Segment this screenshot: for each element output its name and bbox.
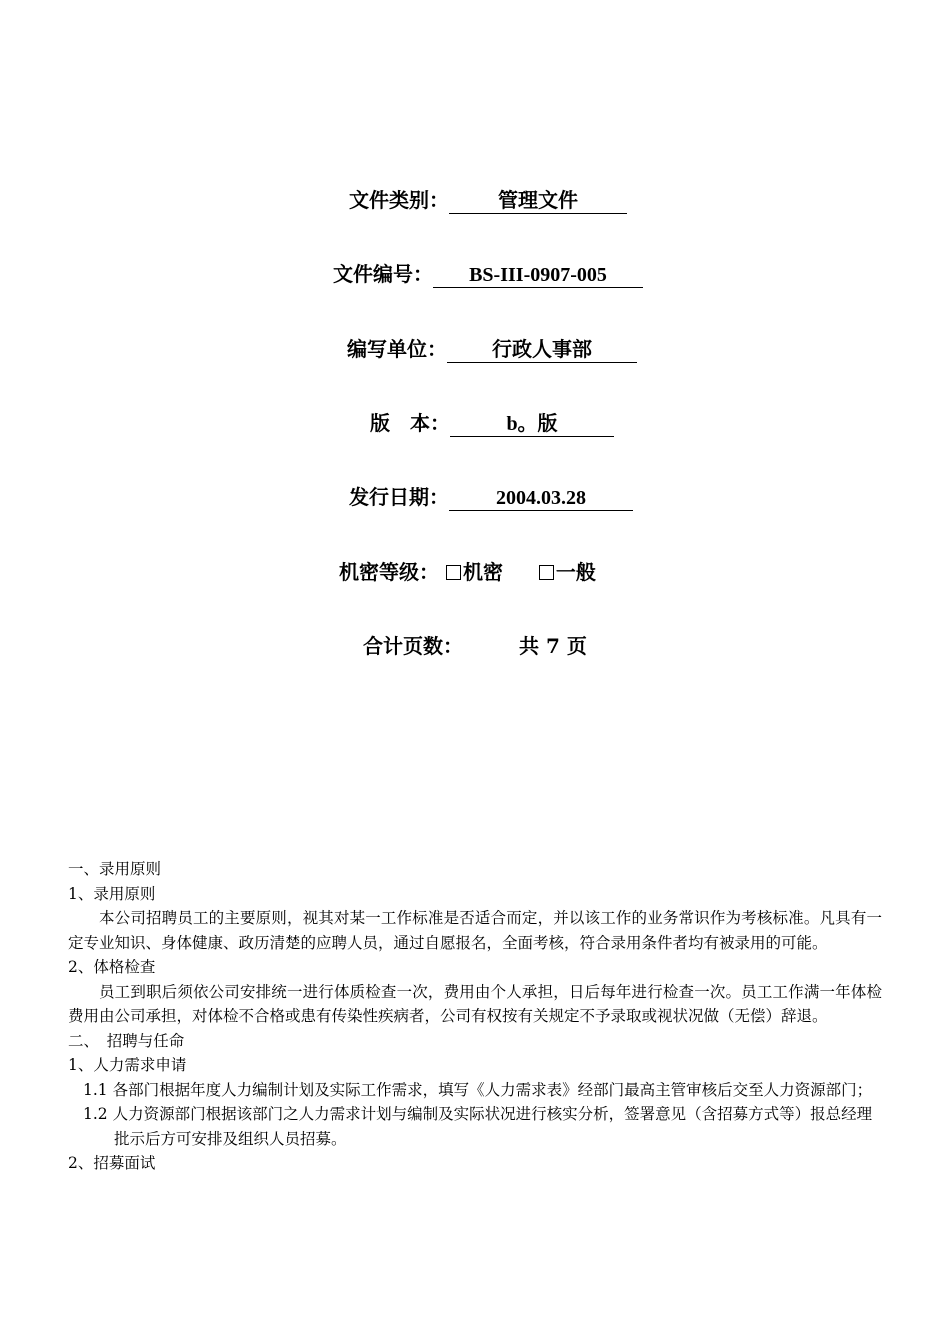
secrecy-option-general: 一般 — [555, 560, 596, 584]
field-date-value: 2004.03.28 — [449, 486, 633, 511]
field-version-value: b。版 — [450, 412, 614, 437]
section-2-1-1: 1.1 各部门根据年度人力编制计划及实际工作需求，填写《人力需求表》经部门最高主管审核后交至人力资源部门； — [83, 1080, 873, 1099]
field-secrecy-label: 机密等级： — [339, 560, 439, 584]
field-version-label: 版 本： — [370, 411, 450, 435]
field-secrecy — [339, 556, 596, 588]
field-pages-label: 合计页数： — [363, 634, 463, 658]
field-number — [333, 258, 643, 290]
checkbox-general[interactable] — [539, 565, 554, 580]
field-unit-value: 行政人事部 — [447, 338, 637, 363]
field-category-value: 管理文件 — [449, 189, 627, 214]
field-unit-label: 编写单位： — [347, 337, 447, 361]
section-1-2-title: 2、体格检查 — [68, 958, 156, 976]
checkbox-confidential[interactable] — [446, 565, 461, 580]
field-version — [370, 407, 614, 439]
field-number-value: BS-III-0907-005 — [433, 263, 643, 288]
section-2-1-2: 1.2 人力资源部门根据该部门之人力需求计划与编制及实际状况进行核实分析，签署意见（含招募方式等）报总经理批示后方可安排及组织人员招募。 — [83, 1105, 873, 1148]
section-1-1-body: 本公司招聘员工的主要原则，视其对某一工作标准是否适合而定，并以该工作的业务常识作为考核标准。凡具有一定专业知识、身体健康、政历清楚的应聘人员，通过自愿报名，全面考核，符合录用条件者均有被录用的可能。 — [68, 909, 882, 952]
field-date-label: 发行日期： — [349, 485, 449, 509]
field-category-label: 文件类别： — [349, 188, 449, 212]
section-1-2-body: 员工到职后须依公司安排统一进行体质检查一次，费用由个人承担，日后每年进行检查一次。员工工作满一年体检费用由公司承担，对体检不合格或患有传染性疾病者，公司有权按有关规定不予录取或视状况做（无偿）辞退。 — [68, 982, 882, 1025]
document-body — [68, 857, 882, 1176]
field-number-label: 文件编号： — [333, 262, 433, 286]
section-2-1-title: 1、人力需求申请 — [68, 1056, 187, 1074]
field-date — [349, 481, 633, 513]
section-1-title: 一、录用原则 — [68, 860, 162, 878]
field-pages-value: 共 7 页 — [519, 634, 587, 658]
field-pages — [363, 630, 587, 662]
section-2-title: 二、 招聘与任命 — [68, 1031, 185, 1050]
secrecy-option-confidential: 机密 — [462, 560, 503, 584]
section-2-2-title: 2、招募面试 — [68, 1154, 156, 1172]
section-1-1-title: 1、录用原则 — [68, 884, 156, 903]
field-unit — [347, 333, 637, 365]
field-category — [349, 184, 627, 216]
